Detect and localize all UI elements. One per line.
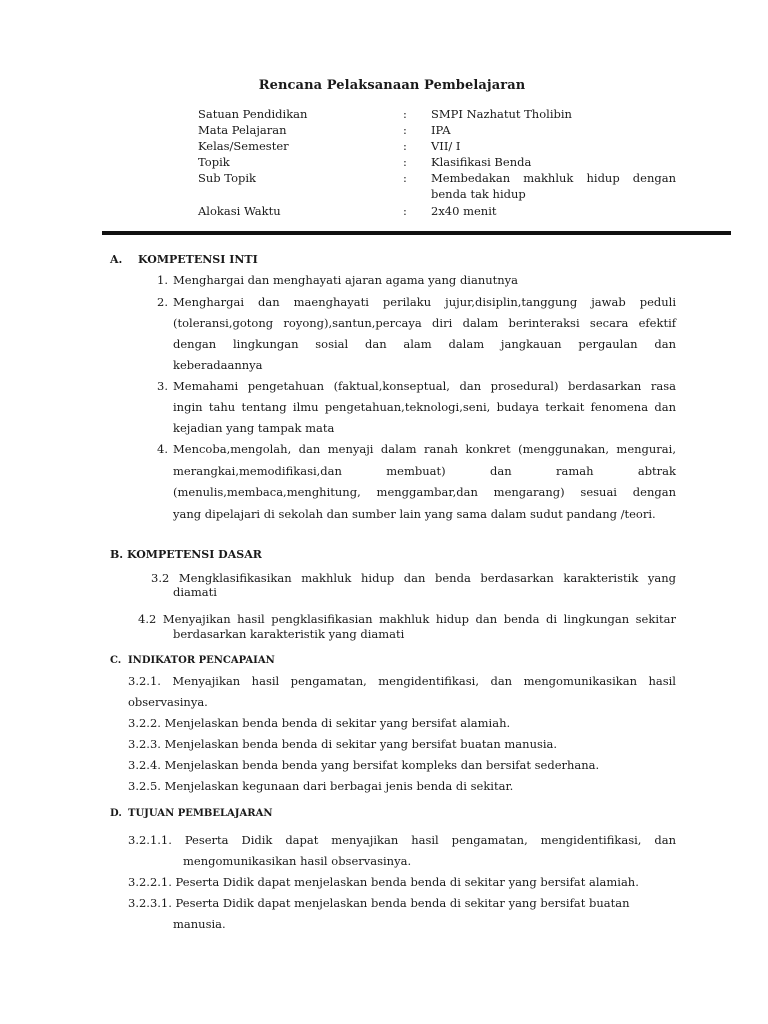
list-item-line: merangkai,memodifikasi,dan membuat) dan ramah abtrak <box>173 464 676 478</box>
indicator-line: 3.2.1. Menyajikan hasil pengamatan, mengidentifikasi, dan mengomunikasikan hasil <box>128 674 676 688</box>
section-heading: B. KOMPETENSI DASAR <box>110 548 262 561</box>
kd-item-line: diamati <box>173 585 217 599</box>
list-item-line: (toleransi,gotong royong),santun,percaya diri dalam berinteraksi secara efektif <box>173 316 676 330</box>
info-colon: : <box>403 123 407 137</box>
info-label: Mata Pelajaran <box>198 123 287 137</box>
indicator-line: 3.2.4. Menjelaskan benda benda yang bersifat kompleks dan bersifat sederhana. <box>128 758 600 772</box>
header-divider <box>102 231 731 235</box>
info-value: Membedakan makhluk hidup dengan <box>431 171 676 185</box>
info-value: SMPI Nazhatut Tholibin <box>431 107 572 121</box>
document-title: Rencana Pelaksanaan Pembelajaran <box>258 78 526 93</box>
info-value: VII/ I <box>431 139 461 153</box>
list-item-line: yang dipelajari di sekolah dan sumber lain yang sama dalam sudut pandang /teori. <box>173 507 656 521</box>
info-colon: : <box>403 107 407 121</box>
objective-line: 3.2.2.1. Peserta Didik dapat menjelaskan benda benda di sekitar yang bersifat alamiah. <box>128 875 639 889</box>
list-item-line: keberadaannya <box>173 358 263 372</box>
objective-line: 3.2.1.1. Peserta Didik dapat menyajikan hasil pengamatan, mengidentifikasi, dan <box>128 833 676 847</box>
indicator-line: observasinya. <box>128 695 208 709</box>
kd-item-line: 4.2 Menyajikan hasil pengklasifikasian makhluk hidup dan benda di lingkungan sekitar <box>138 612 676 626</box>
info-colon: : <box>403 139 407 153</box>
indicator-line: 3.2.3. Menjelaskan benda benda di sekitar yang bersifat buatan manusia. <box>128 737 558 751</box>
info-value: IPA <box>431 123 451 137</box>
list-number: 4. <box>157 442 168 456</box>
info-label: Alokasi Waktu <box>198 204 281 218</box>
section-letter: D. <box>110 808 122 819</box>
info-label: Topik <box>198 155 230 169</box>
kd-item-line: 3.2 Mengklasifikasikan makhluk hidup dan benda berdasarkan karakteristik yang <box>151 571 676 585</box>
info-colon: : <box>403 155 407 169</box>
info-label: Satuan Pendidikan <box>198 107 308 121</box>
objective-line: 3.2.3.1. Peserta Didik dapat menjelaskan benda benda di sekitar yang bersifat buatan <box>128 896 630 910</box>
indicator-line: 3.2.5. Menjelaskan kegunaan dari berbagai jenis benda di sekitar. <box>128 779 514 793</box>
list-number: 1. <box>157 273 168 287</box>
list-item-line: dengan lingkungan sosial dan alam dalam jangkauan pergaulan dan <box>173 337 676 351</box>
list-number: 3. <box>157 379 168 393</box>
info-colon: : <box>403 204 407 218</box>
indicator-line: 3.2.2. Menjelaskan benda benda di sekitar yang bersifat alamiah. <box>128 716 511 730</box>
list-item-line: kejadian yang tampak mata <box>173 421 335 435</box>
list-item-line: Menghargai dan maenghayati perilaku jujur,disiplin,tanggung jawab peduli <box>173 295 676 309</box>
section-heading: TUJUAN PEMBELAJARAN <box>128 808 273 819</box>
list-item-line: ingin tahu tentang ilmu pengetahuan,teknologi,seni, budaya terkait fenomena dan <box>173 400 676 414</box>
info-colon: : <box>403 171 407 185</box>
list-item-line: Menghargai dan menghayati ajaran agama yang dianutnya <box>173 273 519 287</box>
info-label: Sub Topik <box>198 171 257 185</box>
kd-item-line: berdasarkan karakteristik yang diamati <box>173 627 405 641</box>
info-value: Klasifikasi Benda <box>431 155 532 169</box>
info-value: 2x40 menit <box>431 204 497 218</box>
section-heading: INDIKATOR PENCAPAIAN <box>128 655 275 666</box>
list-number: 2. <box>157 295 168 309</box>
info-label: Kelas/Semester <box>198 139 289 153</box>
section-letter: C. <box>110 655 122 666</box>
section-letter: A. <box>110 253 123 266</box>
list-item-line: Memahami pengetahuan (faktual,konseptual, dan prosedural) berdasarkan rasa <box>173 379 676 393</box>
list-item-line: Mencoba,mengolah, dan menyaji dalam ranah konkret (menggunakan, mengurai, <box>173 442 676 456</box>
objective-line: mengomunikasikan hasil observasinya. <box>183 854 412 868</box>
section-heading: KOMPETENSI INTI <box>138 253 258 266</box>
list-item-line: (menulis,membaca,menghitung, menggambar,dan mengarang) sesuai dengan <box>173 485 676 499</box>
objective-line: manusia. <box>173 917 226 931</box>
info-value-continued: benda tak hidup <box>431 187 526 201</box>
